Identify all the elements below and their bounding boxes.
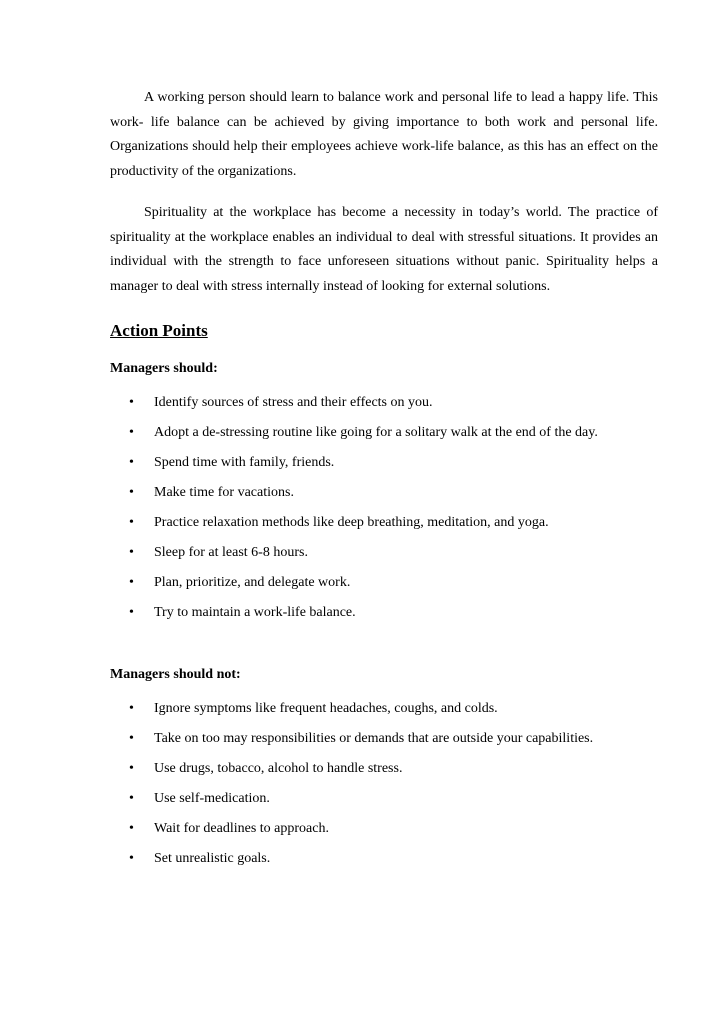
- list-item-text: Set unrealistic goals.: [154, 851, 271, 866]
- list-item-text: Sleep for at least 6-8 hours.: [154, 545, 308, 560]
- paragraph-work-life-balance: A working person should learn to balance work and personal life to lead a happy life. This work- life balance can be achieved by giving importance to both work and personal life. Organizations should help their employees achieve work-life balance, as this has an effect on the productivity of the organizations.: [110, 90, 658, 179]
- list-managers-should-not: [110, 699, 658, 869]
- list-item-text: Use drugs, tobacco, alcohol to handle stress.: [154, 761, 403, 776]
- bullet-icon: •: [129, 485, 134, 500]
- list-item: [110, 513, 658, 533]
- list-item: [110, 453, 658, 473]
- subheading-managers-should-not: Managers should not:: [110, 667, 241, 682]
- document-page: [110, 86, 658, 879]
- list-item: [110, 729, 658, 749]
- section-heading-action-points: Action Points: [110, 321, 208, 340]
- list-item: [110, 483, 658, 503]
- bullet-icon: •: [129, 575, 134, 590]
- list-item: [110, 849, 658, 869]
- list-item: [110, 393, 658, 413]
- bullet-icon: •: [129, 425, 134, 440]
- list-item: [110, 543, 658, 563]
- subheading-managers-should: Managers should:: [110, 361, 218, 376]
- list-item-text: Spend time with family, friends.: [154, 455, 335, 470]
- list-item-text: Make time for vacations.: [154, 485, 294, 500]
- list-item-text: Plan, prioritize, and delegate work.: [154, 575, 351, 590]
- bullet-icon: •: [129, 605, 134, 620]
- list-item-text: Try to maintain a work-life balance.: [154, 605, 356, 620]
- bullet-icon: •: [129, 731, 134, 746]
- bullet-icon: •: [129, 545, 134, 560]
- list-item-text: Practice relaxation methods like deep breathing, meditation, and yoga.: [154, 515, 549, 530]
- bullet-icon: •: [129, 515, 134, 530]
- list-item-text: Identify sources of stress and their effects on you.: [154, 395, 433, 410]
- list-item: [110, 699, 658, 719]
- paragraph-spirituality: Spirituality at the workplace has become a necessity in today’s world. The practice of spirituality at the workplace enables an individual to deal with stressful situations. It provides an individual with the strength to face unforeseen situations without panic. Spirituality helps a manager to deal with stress internally instead of looking for external solutions.: [110, 205, 658, 294]
- list-item-text: Ignore symptoms like frequent headaches, coughs, and colds.: [154, 701, 498, 716]
- bullet-icon: •: [129, 761, 134, 776]
- bullet-icon: •: [129, 395, 134, 410]
- list-item: [110, 759, 658, 779]
- bullet-icon: •: [129, 455, 134, 470]
- list-item-text: Use self-medication.: [154, 791, 270, 806]
- list-item: [110, 603, 658, 623]
- list-item-text: Adopt a de-stressing routine like going for a solitary walk at the end of the day.: [154, 425, 598, 440]
- list-managers-should: [110, 393, 658, 623]
- bullet-icon: •: [129, 791, 134, 806]
- list-item: [110, 789, 658, 809]
- list-item: [110, 819, 658, 839]
- bullet-icon: •: [129, 701, 134, 716]
- list-item: [110, 423, 658, 443]
- list-item-text: Wait for deadlines to approach.: [154, 821, 329, 836]
- list-item-text: Take on too may responsibilities or demands that are outside your capabilities.: [154, 731, 594, 746]
- bullet-icon: •: [129, 821, 134, 836]
- list-item: [110, 573, 658, 593]
- bullet-icon: •: [129, 851, 134, 866]
